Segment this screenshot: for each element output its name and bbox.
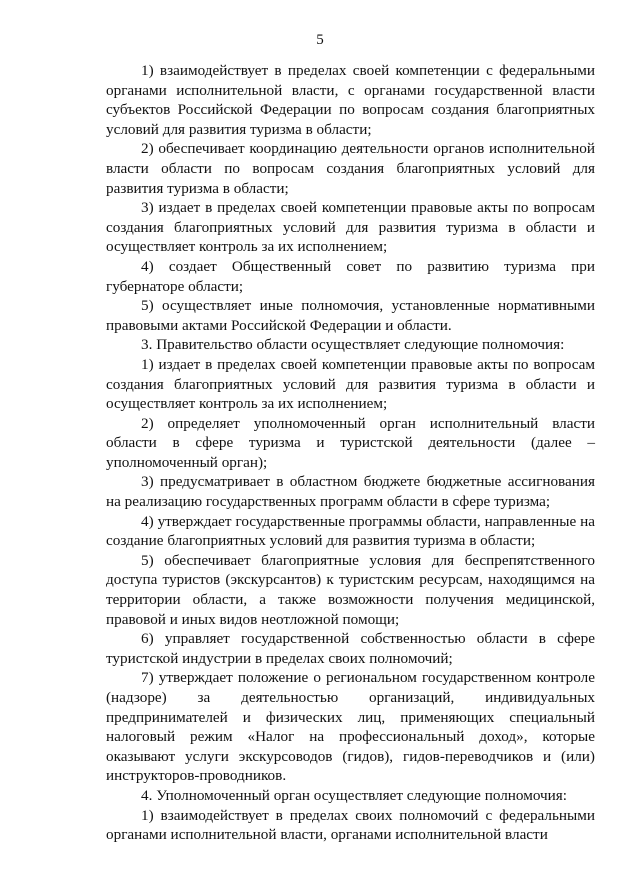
paragraph: 2) обеспечивает координацию деятельности органов исполнительной власти области по вопросам создания благоприятных условий для развития туризма в области; <box>106 140 595 197</box>
paragraph: 2) определяет уполномоченный орган исполнительный власти области в сфере туризма и туристской деятельности (далее – уполномоченный орган); <box>106 414 595 471</box>
paragraph: 5) осуществляет иные полномочия, установленные нормативными правовыми актами Российской Федерации и области. <box>106 297 595 334</box>
paragraph: 5) обеспечивает благоприятные условия для беспрепятственного доступа туристов (экскурсантов) к туристским ресурсам, находящимся на территории области, а также возможности получения медицинской, правовой и иных видов неотложной помощи; <box>106 551 595 628</box>
paragraph: 4) утверждает государственные программы области, направленные на создание благоприятных условий для развития туризма в области; <box>106 512 595 550</box>
paragraph: 6) управляет государственной собственностью области в сфере туристской индустрии в пределах своих полномочий; <box>106 630 595 667</box>
page-number: 5 <box>316 32 324 48</box>
paragraph: 1) взаимодействует в пределах своих полномочий с федеральными органами исполнительной власти, органами исполнительной власти <box>106 806 595 844</box>
section-heading: 4. Уполномоченный орган осуществляет следующие полномочия: <box>141 786 568 804</box>
paragraph: 3) издает в пределах своей компетенции правовые акты по вопросам создания благоприятных условий для развития туризма в области и осуществляет контроль за их исполнением; <box>106 199 595 256</box>
paragraph: 1) издает в пределах своей компетенции правовые акты по вопросам создания благоприятных условий для развития туризма в области и осуществляет контроль за их исполнением; <box>106 355 595 413</box>
paragraph: 7) утверждает положение о региональном государственном контроле (надзоре) за деятельностью организаций, индивидуальных предпринимателей и физических лиц, применяющих специальный налоговый режим «Налог на профессиональный доход», которые оказывают услуги экскурсоводов (гидов), гидов-переводчиков и (или) инструкторов-проводников. <box>106 669 595 785</box>
document-body <box>106 61 595 845</box>
section-heading: 3. Правительство области осуществляет следующие полномочия: <box>141 336 565 354</box>
paragraph: 4) создает Общественный совет по развитию туризма при губернаторе области; <box>106 257 595 295</box>
paragraph: 1) взаимодействует в пределах своей компетенции с федеральными органами исполнительной власти, с органами государственной власти субъектов Российской Федерации по вопросам создания благоприятных условий для развития туризма в области; <box>106 62 595 138</box>
paragraph: 3) предусматривает в областном бюджете бюджетные ассигнования на реализацию государственных программ области в сфере туризма; <box>106 473 595 511</box>
